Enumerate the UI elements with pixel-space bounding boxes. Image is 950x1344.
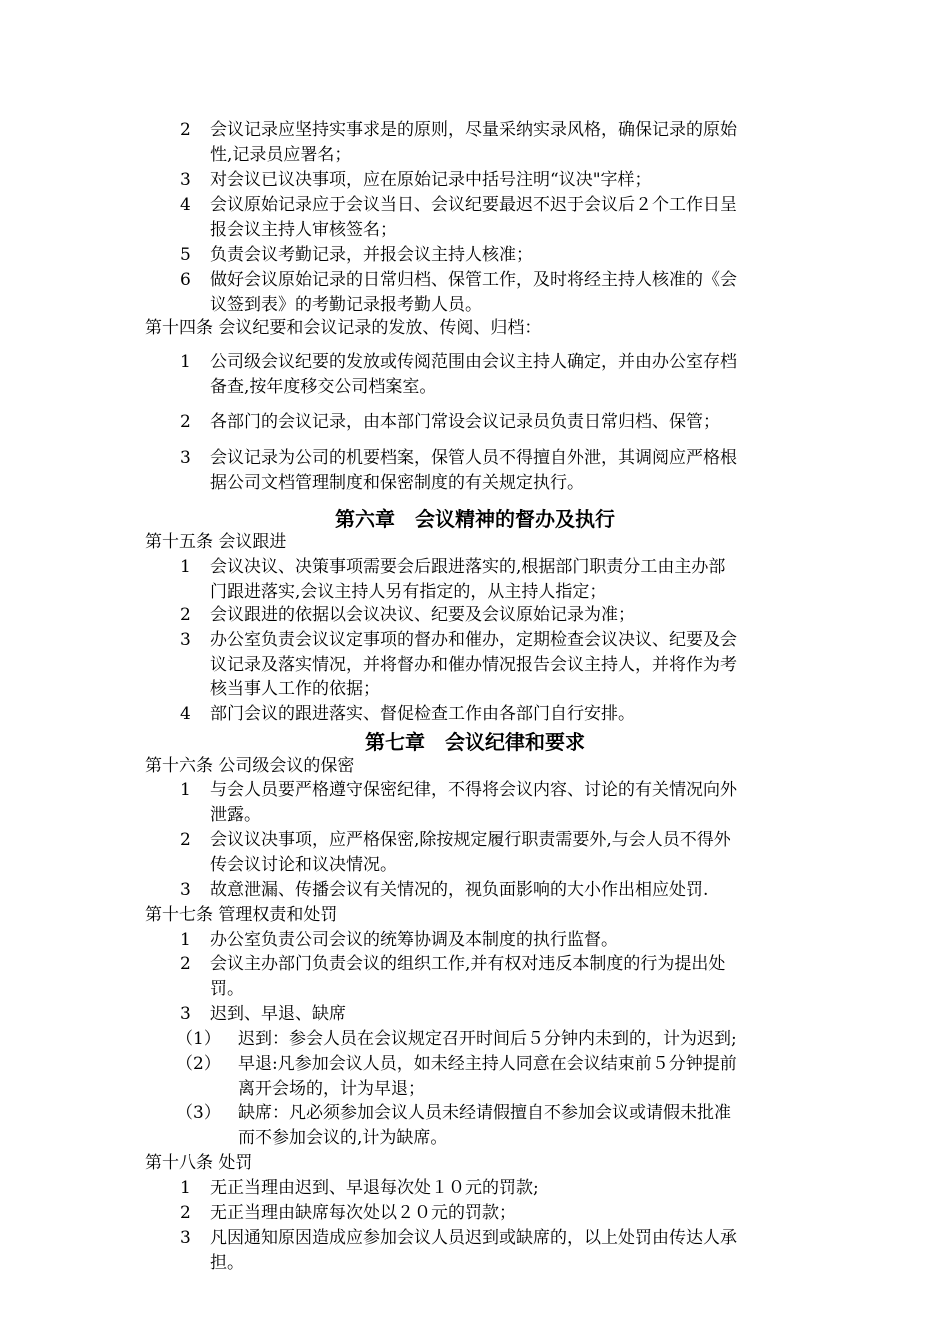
list-item-number: 3: [180, 630, 191, 650]
list-item-text-line: 议签到表》的考勤记录报考勤人员。: [210, 294, 482, 315]
list-item-number: 2: [180, 954, 191, 974]
article-18-heading: 第十八条 处罚: [145, 1153, 253, 1173]
list-item-text-line: 无正当理由缺席每次处以２０元的罚款；: [210, 1203, 516, 1223]
list-item-number: 5: [180, 245, 191, 265]
list-item-number: 3: [180, 1004, 191, 1024]
list-item-text-line: 性,记录员应署名；: [210, 144, 352, 165]
list-item-number: 6: [180, 270, 191, 290]
list-item-number: 4: [180, 704, 191, 724]
list-item-number: 3: [180, 880, 191, 900]
chapter-7-heading: 第七章 会议纪律和要求: [365, 730, 585, 754]
list-item-text-line: 办公室负责公司会议的统筹协调及本制度的执行监督。: [210, 930, 618, 950]
list-item-text-line: 会议跟进的依据以会议决议、纪要及会议原始记录为准；: [210, 605, 635, 625]
list-item-text-line: 而不参加会议的,计为缺席。: [238, 1127, 448, 1148]
list-item-text-line: 议记录及落实情况，并将督办和催办情况报告会议主持人，并将作为考: [210, 654, 737, 675]
list-item-number: 2: [180, 605, 191, 625]
article-15-heading: 第十五条 会议跟进: [145, 532, 287, 552]
list-item-text-line: 会议原始记录应于会议当日、会议纪要最迟不迟于会议后２个工作日呈: [210, 195, 737, 215]
list-item-number: 1: [180, 930, 191, 950]
list-item-number: 1: [180, 352, 191, 372]
list-item-text-line: 报会议主持人审核签名；: [210, 219, 397, 240]
list-item-text-line: 对会议已议决事项，应在原始记录中括号注明“议决"字样；: [210, 170, 652, 190]
article-16-heading: 第十六条 公司级会议的保密: [145, 756, 355, 776]
list-item-text-line: 离开会场的，计为早退；: [238, 1078, 425, 1099]
list-item-text-line: 传会议讨论和议决情况。: [210, 854, 397, 875]
article-17-heading: 第十七条 管理权责和处罚: [145, 905, 338, 925]
list-item-number: （1）: [176, 1029, 221, 1049]
list-item-text-line: 核当事人工作的依据；: [210, 679, 380, 699]
list-item-number: 2: [180, 120, 191, 140]
list-item-text-line: 无正当理由迟到、早退每次处１０元的罚款;: [210, 1178, 539, 1198]
list-item-number: 2: [180, 412, 191, 432]
list-item-text-line: 做好会议原始记录的日常归档、保管工作，及时将经主持人核准的《会: [210, 270, 737, 290]
list-item-text-line: 会议记录应坚持实事求是的原则，尽量采纳实录风格，确保记录的原始: [210, 120, 737, 140]
list-item-text-line: 罚。: [210, 978, 244, 999]
list-item-number: 1: [180, 1178, 191, 1198]
list-item-number: 3: [180, 1228, 191, 1248]
list-item-text-line: 迟到、早退、缺席: [210, 1004, 346, 1024]
list-item-text-line: 早退:凡参加会议人员，如未经主持人同意在会议结束前５分钟提前: [238, 1054, 737, 1074]
list-item-text-line: 负责会议考勤记录，并报会议主持人核准；: [210, 245, 533, 265]
list-item-text-line: 担。: [210, 1252, 244, 1273]
list-item-text-line: 各部门的会议记录，由本部门常设会议记录员负责日常归档、保管；: [210, 412, 720, 432]
list-item-text-line: 备查,按年度移交公司档案室。: [210, 376, 437, 397]
list-item-number: 1: [180, 780, 191, 800]
list-item-text-line: 办公室负责会议议定事项的督办和催办，定期检查会议决议、纪要及会: [210, 630, 737, 650]
list-item-number: 2: [180, 830, 191, 850]
list-item-number: 2: [180, 1203, 191, 1223]
list-item-number: 4: [180, 195, 191, 215]
list-item-text-line: 与会人员要严格遵守保密纪律，不得将会议内容、讨论的有关情况向外: [210, 780, 737, 800]
list-item-text-line: 故意泄漏、传播会议有关情况的，视负面影响的大小作出相应处罚.: [210, 880, 709, 900]
list-item-text-line: 公司级会议纪要的发放或传阅范围由会议主持人确定，并由办公室存档: [210, 352, 737, 372]
list-item-number: 3: [180, 170, 191, 190]
list-item-number: （3）: [176, 1103, 221, 1123]
list-item-number: 3: [180, 448, 191, 468]
list-item-text-line: 会议主办部门负责会议的组织工作,并有权对违反本制度的行为提出处: [210, 954, 726, 974]
list-item-number: 1: [180, 557, 191, 577]
list-item-text-line: 据公司文档管理制度和保密制度的有关规定执行。: [210, 472, 584, 493]
list-item-text-line: 门跟进落实,会议主持人另有指定的，从主持人指定；: [210, 581, 607, 602]
list-item-text-line: 迟到：参会人员在会议规定召开时间后５分钟内未到的，计为迟到;: [238, 1029, 737, 1049]
list-item-text-line: 部门会议的跟进落实、督促检查工作由各部门自行安排。: [210, 704, 635, 724]
chapter-6-heading: 第六章 会议精神的督办及执行: [335, 507, 615, 531]
list-item-text-line: 缺席：凡必须参加会议人员未经请假擅自不参加会议或请假未批准: [238, 1103, 731, 1123]
article-14-heading: 第十四条 会议纪要和会议记录的发放、传阅、归档：: [145, 318, 542, 338]
list-item-text-line: 会议议决事项，应严格保密,除按规定履行职责需要外,与会人员不得外: [210, 830, 731, 850]
list-item-text-line: 会议记录为公司的机要档案，保管人员不得擅自外泄，其调阅应严格根: [210, 448, 737, 468]
list-item-text-line: 会议决议、决策事项需要会后跟进落实的,根据部门职责分工由主办部: [210, 557, 726, 577]
list-item-text-line: 凡因通知原因造成应参加会议人员迟到或缺席的，以上处罚由传达人承: [210, 1228, 737, 1248]
list-item-text-line: 泄露。: [210, 804, 261, 825]
list-item-number: （2）: [176, 1054, 221, 1074]
